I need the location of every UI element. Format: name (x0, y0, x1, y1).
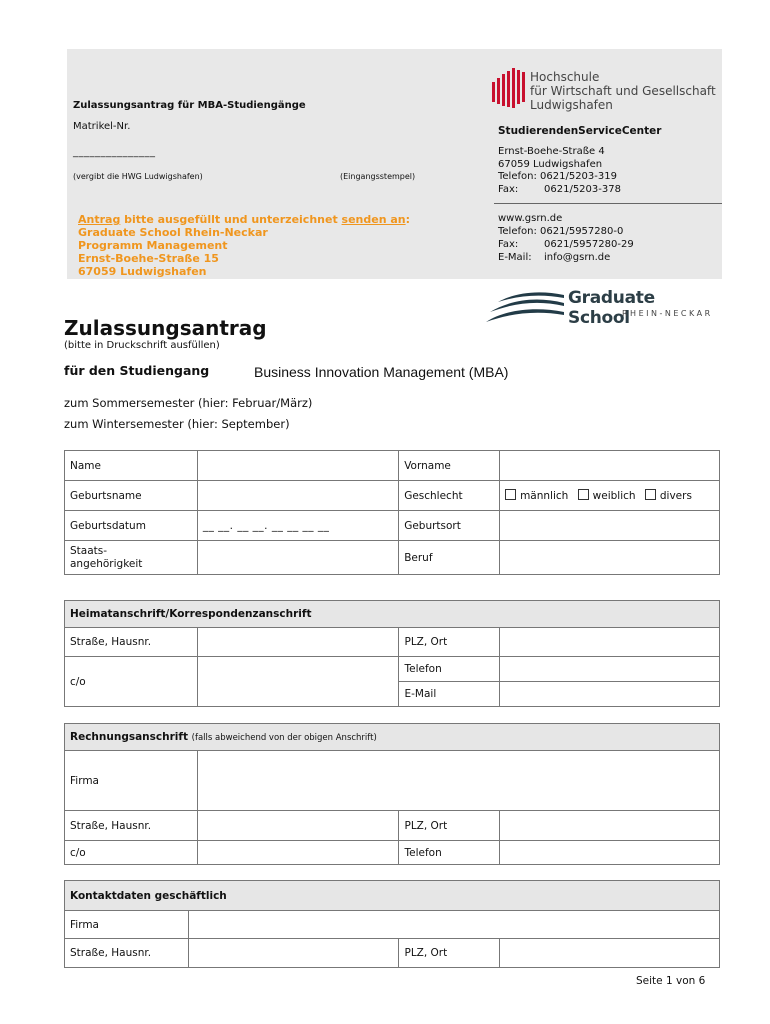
staats-line: angehörigkeit (70, 557, 143, 570)
name-input[interactable] (197, 451, 398, 481)
logo-subtitle: RHEIN-NECKAR (622, 309, 713, 318)
home-street-label: Straße, Hausnr. (65, 628, 198, 657)
page-subtitle: (bitte in Druckschrift ausfüllen) (64, 340, 220, 351)
billing-firma-input[interactable] (197, 751, 719, 811)
name-label: Name (65, 451, 198, 481)
send-line: Graduate School Rhein-Neckar (78, 226, 268, 239)
billing-street-label: Straße, Hausnr. (65, 811, 198, 841)
gsrn-email-row (498, 251, 634, 264)
semester-summer[interactable]: zum Sommersemester (hier: Februar/März) (64, 396, 313, 410)
gender-options (500, 481, 720, 511)
gsrn-contact (498, 212, 634, 264)
billing-note: (falls abweichend von der obigen Anschrift) (191, 733, 377, 743)
billing-address-table (64, 723, 720, 865)
send-colon: : (405, 213, 411, 226)
matrikel-label: Matrikel-Nr. (73, 121, 131, 132)
gsrn-web: www.gsrn.de (498, 213, 563, 224)
matrikel-line: _______________ (73, 147, 156, 158)
billing-title-text: Rechnungsanschrift (70, 731, 188, 743)
beruf-label: Beruf (399, 541, 500, 575)
billing-plz-label: PLZ, Ort (399, 811, 500, 841)
logo-title: Graduate School (568, 288, 655, 328)
university-name-line: für Wirtschaft und Gesellschaft (530, 84, 716, 98)
gsrn-fax-row (498, 238, 634, 251)
gender-diverse-checkbox[interactable] (645, 490, 692, 502)
vorname-label: Vorname (399, 451, 500, 481)
home-plz-label: PLZ, Ort (399, 628, 500, 657)
gender-female-label: weiblich (592, 490, 636, 502)
billing-phone-input[interactable] (500, 841, 720, 865)
beruf-input[interactable] (500, 541, 720, 575)
business-plz-input[interactable] (500, 939, 720, 968)
geburtsort-input[interactable] (500, 511, 720, 541)
billing-plz-input[interactable] (500, 811, 720, 841)
graduate-school-logo (484, 286, 720, 326)
home-address-title: Heimatanschrift/Korrespondenzanschrift (65, 601, 720, 628)
university-city: 67059 Ludwigshafen (498, 158, 603, 170)
university-fax-row (498, 184, 621, 197)
send-line: 67059 Ludwigshafen (78, 265, 207, 278)
gender-female-checkbox[interactable] (578, 490, 636, 502)
university-address (498, 146, 621, 196)
send-line: Ernst-Boehe-Straße 15 (78, 252, 219, 265)
service-center: StudierendenServiceCenter (498, 125, 662, 137)
home-co-input[interactable] (197, 657, 399, 707)
send-to-address (78, 226, 268, 278)
business-contact-table (64, 880, 720, 968)
geburtsname-label: Geburtsname (65, 481, 198, 511)
business-street-label: Straße, Hausnr. (65, 939, 189, 968)
gender-male-checkbox[interactable] (505, 490, 568, 502)
home-street-input[interactable] (197, 628, 399, 657)
wave-logo-icon (484, 288, 566, 324)
geburtsort-label: Geburtsort (399, 511, 500, 541)
geburtsdatum-input[interactable]: __ __. __ __. __ __ __ __ (197, 511, 398, 541)
billing-co-input[interactable] (197, 841, 399, 865)
university-logo (490, 66, 720, 116)
home-email-input[interactable] (500, 682, 720, 707)
geburtsdatum-label: Geburtsdatum (65, 511, 198, 541)
semester-winter[interactable]: zum Wintersemester (hier: September) (64, 417, 290, 431)
university-phone: Telefon: 0621/5203-319 (498, 171, 617, 182)
billing-address-title (65, 724, 720, 751)
geburtsname-input[interactable] (197, 481, 398, 511)
home-plz-input[interactable] (500, 628, 720, 657)
university-fax: 0621/5203-378 (544, 183, 621, 195)
send-line: Programm Management (78, 239, 228, 252)
matrikel-note: (vergibt die HWG Ludwigshafen) (73, 172, 203, 181)
eingangsstempel-label: (Eingangsstempel) (340, 172, 416, 181)
gender-diverse-label: divers (659, 490, 692, 502)
home-phone-input[interactable] (500, 657, 720, 682)
business-firma-label: Firma (65, 911, 189, 939)
email-label: E-Mail: (498, 252, 532, 263)
fax-label: Fax: (498, 183, 519, 195)
send-word-antrag: Antrag (78, 213, 121, 226)
send-mid-text: bitte ausgefüllt und unterzeichnet (120, 213, 342, 226)
university-street: Ernst-Boehe-Straße 4 (498, 146, 605, 157)
send-word-senden: senden an (341, 213, 406, 226)
billing-phone-label: Telefon (399, 841, 500, 865)
gender-male-label: männlich (520, 490, 569, 502)
home-email-label: E-Mail (399, 682, 500, 707)
gsrn-email: info@gsrn.de (544, 252, 611, 263)
business-street-input[interactable] (188, 939, 399, 968)
vorname-input[interactable] (500, 451, 720, 481)
billing-co-label: c/o (65, 841, 198, 865)
home-phone-label: Telefon (399, 657, 500, 682)
gsrn-fax: 0621/5957280-29 (544, 239, 634, 250)
personal-data-table (64, 450, 720, 575)
university-name-line: Ludwigshafen (530, 98, 613, 112)
home-address-table (64, 600, 720, 707)
university-name (530, 70, 716, 112)
gsrn-phone: Telefon: 0621/5957280-0 (498, 226, 624, 237)
business-contact-title: Kontaktdaten geschäftlich (65, 881, 720, 911)
fax-label: Fax: (498, 239, 519, 250)
business-firma-input[interactable] (188, 911, 719, 939)
geschlecht-label: Geschlecht (399, 481, 500, 511)
home-co-label: c/o (65, 657, 198, 707)
staats-line: Staats- (70, 544, 108, 557)
billing-street-input[interactable] (197, 811, 399, 841)
university-name-line: Hochschule (530, 70, 600, 84)
send-to-line (78, 213, 410, 226)
page-number: Seite 1 von 6 (636, 975, 706, 987)
program-value: Business Innovation Management (MBA) (254, 364, 509, 380)
page-title: Zulassungsantrag (64, 316, 267, 340)
program-label: für den Studiengang (64, 363, 210, 378)
header-divider (494, 203, 722, 204)
billing-firma-label: Firma (65, 751, 198, 811)
form-title: Zulassungsantrag für MBA-Studiengänge (73, 100, 306, 111)
staatsangehoerigkeit-input[interactable] (197, 541, 398, 575)
staatsangehoerigkeit-label (65, 541, 198, 575)
business-plz-label: PLZ, Ort (399, 939, 500, 968)
